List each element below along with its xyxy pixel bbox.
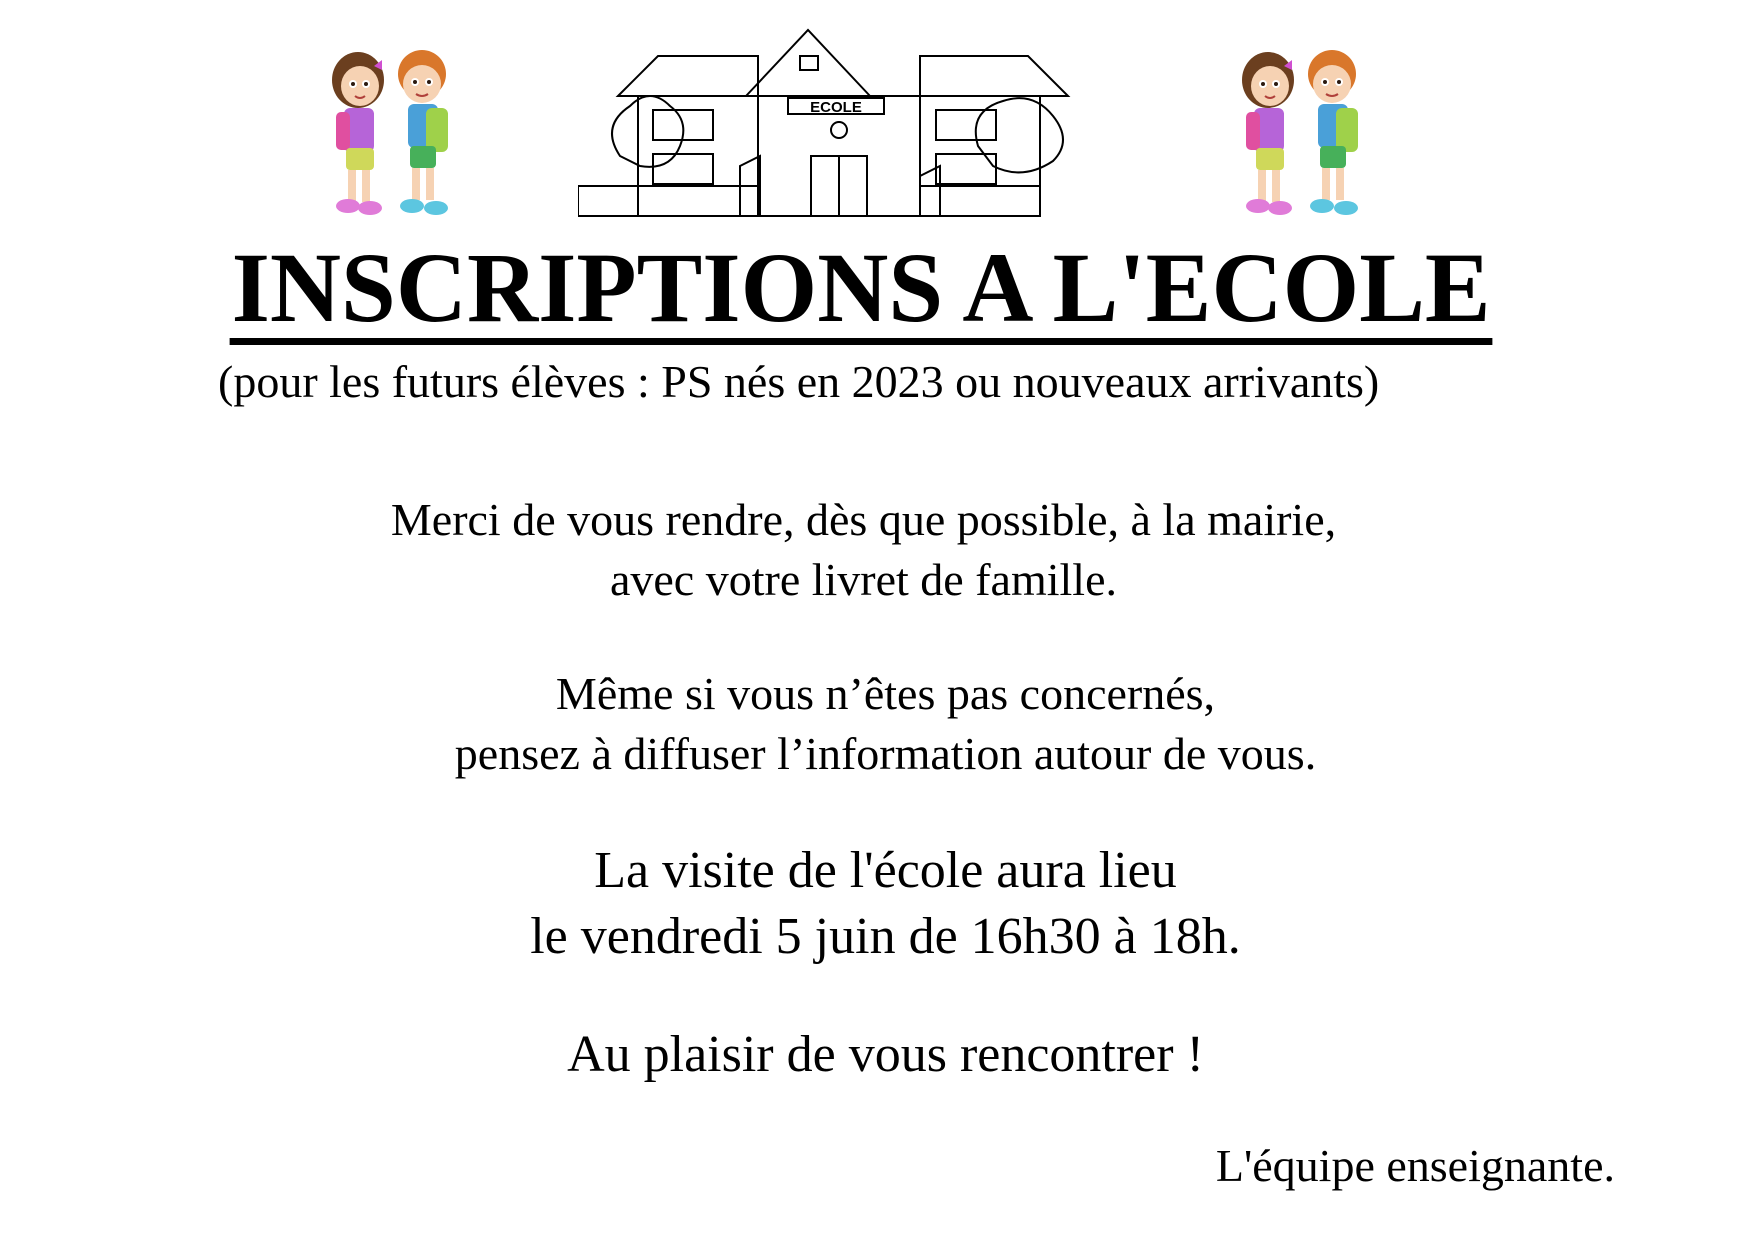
kids-illustration-right [1228, 36, 1378, 228]
paragraph-line: avec votre livret de famille. [609, 554, 1118, 605]
page-title-container [0, 232, 1755, 345]
paragraph-diffusion [8, 664, 1755, 784]
paragraph-line: Au plaisir de vous rencontrer ! [567, 1026, 1204, 1083]
girl-figure [1242, 52, 1294, 215]
signature: L'équipe enseignante. [1215, 1140, 1615, 1191]
paragraph-line: Même si vous n’êtes pas concernés, [555, 668, 1216, 719]
boy-figure [1308, 50, 1358, 215]
paragraph-line: le vendredi 5 juin de 16h30 à 18h. [530, 908, 1241, 965]
school-building-illustration [578, 26, 1100, 234]
paragraph-mairie [0, 490, 1741, 610]
paragraph-visite [8, 838, 1755, 970]
page-title: INSCRIPTIONS A L'ECOLE [231, 232, 1492, 343]
paragraph-closing [8, 1022, 1755, 1088]
paragraph-line: La visite de l'école aura lieu [594, 842, 1177, 899]
boy-figure [398, 50, 448, 215]
subtitle: (pour les futurs élèves : PS nés en 2023 ou nouveaux arrivants) [218, 356, 1380, 407]
paragraph-line: Merci de vous rendre, dès que possible, à la mairie, [390, 494, 1337, 545]
school-sign: ECOLE [810, 99, 862, 116]
girl-figure [332, 52, 384, 215]
paragraph-line: pensez à diffuser l’information autour de vous. [454, 728, 1317, 779]
kids-illustration-left [318, 36, 468, 228]
